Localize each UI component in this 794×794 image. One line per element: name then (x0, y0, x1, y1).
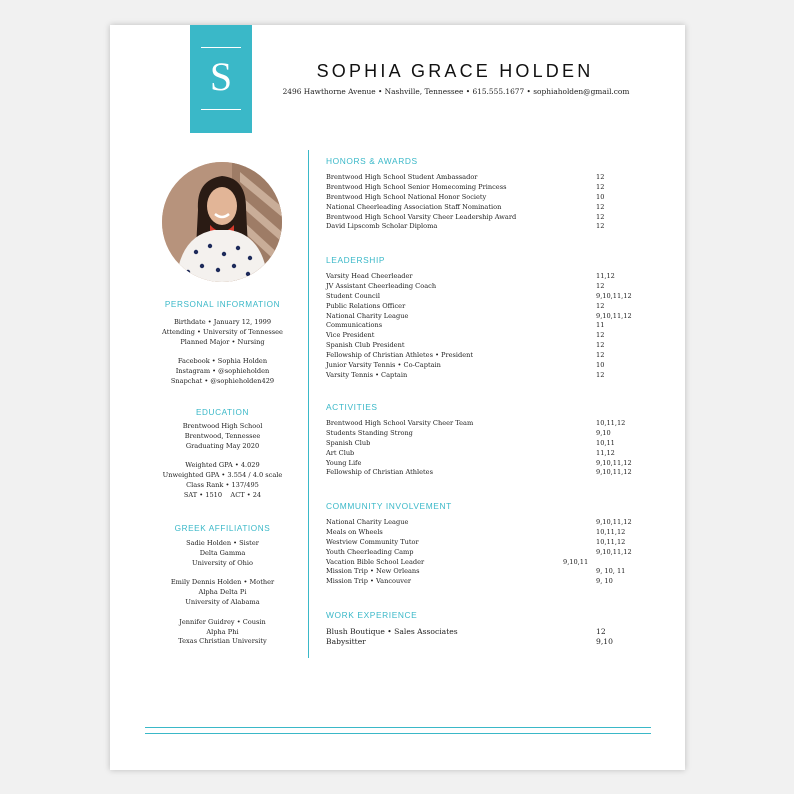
activities-section (326, 402, 656, 478)
entry-years: 9,10,11,12 (596, 458, 632, 467)
entry-name: Meals on Wheels (326, 527, 383, 536)
entry-row (326, 439, 656, 449)
entry-name: Westview Community Tutor (326, 537, 419, 546)
entry-years: 12 (596, 173, 605, 181)
education-line: Weighted GPA • 4.029 (185, 461, 260, 470)
entry-name: National Cheerleading Association Staff Nomination (326, 202, 502, 211)
entry-years: 12 (596, 341, 605, 350)
entry-years: 9,10 (596, 428, 611, 437)
entry-row (326, 213, 656, 223)
community-involvement-section (326, 501, 656, 587)
entry-row (326, 292, 656, 302)
greek-line: Alpha Phi (206, 627, 239, 636)
entry-years: 12 (596, 222, 605, 231)
entry-name: Brentwood High School National Honor Society (326, 192, 487, 201)
entry-row (326, 312, 656, 322)
entry-name: Vice President (326, 331, 375, 340)
monogram-letter: S (209, 54, 233, 99)
entry-name: Communications (326, 321, 383, 330)
greek-line: University of Alabama (185, 597, 260, 606)
entry-row (326, 361, 656, 371)
entry-row (326, 371, 656, 381)
entry-row (326, 341, 656, 351)
entry-row (326, 331, 656, 341)
entry-row (326, 548, 656, 558)
entry-row (326, 468, 656, 478)
entry-name: Babysitter (326, 637, 366, 646)
entry-row (326, 222, 656, 232)
entry-row (326, 567, 656, 577)
entry-years: 10 (596, 192, 605, 201)
entry-row (326, 321, 656, 331)
greek-line: Alpha Delta Pi (198, 588, 247, 597)
entry-name: Youth Cheerleading Camp (326, 547, 414, 556)
entry-years: 9,10,11,12 (596, 468, 632, 477)
entry-row (326, 183, 656, 193)
entry-name: JV Assistant Cheerleading Coach (326, 281, 437, 290)
entry-row (326, 282, 656, 292)
entry-name: National Charity League (326, 518, 409, 526)
entry-name: Brentwood High School Senior Homecoming Princess (326, 182, 507, 191)
entry-years: 10,11 (596, 438, 615, 447)
entry-years: 9, 10 (596, 577, 613, 586)
greek-line: Texas Christian University (178, 637, 267, 646)
education-line: Unweighted GPA • 3.554 / 4.0 scale (162, 471, 283, 480)
section-heading: EDUCATION (195, 408, 249, 417)
resume-page (110, 25, 685, 770)
personal-information-section (150, 300, 295, 387)
entry-years: 9,10,11,12 (596, 547, 632, 556)
entry-row (326, 627, 656, 637)
entry-row (326, 173, 656, 183)
entry-name: Varsity Head Cheerleader (326, 272, 413, 280)
entry-name: Mission Trip • New Orleans (326, 567, 420, 576)
entry-years: 11 (596, 321, 605, 330)
entry-name: Student Council (326, 291, 380, 300)
section-heading: GREEK AFFILIATIONS (174, 524, 271, 533)
candidate-name: SOPHIA GRACE HOLDEN (316, 61, 594, 81)
entry-row (326, 351, 656, 361)
section-heading: HONORS & AWARDS (326, 156, 418, 166)
personal-line: Birthdate • January 12, 1999 (173, 318, 272, 326)
entry-name: Brentwood High School Varsity Cheer Leadership Award (326, 212, 517, 221)
entry-row (326, 577, 656, 587)
education-section (150, 408, 295, 501)
entry-name: Brentwood High School Student Ambassador (326, 173, 478, 181)
greek-line: Emily Dennis Holden • Mother (170, 578, 275, 587)
entry-name: Young Life (326, 458, 362, 467)
entry-years: 12 (596, 212, 605, 221)
monogram-block (190, 25, 252, 133)
entry-years: 12 (596, 202, 605, 211)
personal-line: Planned Major • Nursing (180, 337, 265, 346)
section-heading: ACTIVITIES (326, 402, 378, 412)
entry-name: National Charity League (326, 311, 409, 320)
social-line: Instagram • @sophieholden (175, 367, 270, 376)
entry-row (326, 449, 656, 459)
greek-line: Jennifer Guidrey • Cousin (179, 617, 266, 626)
entry-years: 11,12 (596, 448, 615, 457)
education-line: Brentwood, Tennessee (184, 431, 261, 440)
entry-name: Students Standing Strong (326, 428, 413, 437)
entry-name: Fellowship of Christian Athletes (326, 468, 433, 477)
profile-photo (162, 162, 282, 282)
section-heading: LEADERSHIP (326, 255, 386, 265)
greek-line: University of Ohio (192, 558, 253, 567)
entry-years: 10 (596, 361, 605, 370)
entry-row (326, 459, 656, 469)
entry-years: 12 (596, 331, 605, 340)
entry-row (326, 302, 656, 312)
entry-name: David Lipscomb Scholar Diploma (326, 222, 438, 231)
section-heading: WORK EXPERIENCE (326, 610, 418, 620)
entry-row (326, 193, 656, 203)
entry-years: 11,12 (596, 272, 615, 280)
education-line: Brentwood High School (182, 422, 263, 430)
entry-years: 9,10,11 (563, 557, 589, 566)
entry-row (326, 558, 656, 568)
entry-years: 12 (596, 182, 605, 191)
greek-line: Sadie Holden • Sister (186, 539, 259, 547)
entry-name: Spanish Club (326, 438, 371, 447)
column-divider (308, 150, 309, 658)
monogram-bottom-rule (201, 109, 241, 110)
entry-years: 12 (596, 627, 606, 636)
entry-years: 12 (596, 351, 605, 360)
entry-years: 10,11,12 (596, 537, 626, 546)
entry-row (326, 637, 656, 647)
education-line: Class Rank • 137/495 (186, 480, 259, 489)
social-line: Facebook • Sophia Holden (177, 357, 268, 366)
footer-rule-bottom (145, 733, 651, 734)
entry-name: Blush Boutique • Sales Associates (326, 627, 458, 636)
personal-line: Attending • University of Tennessee (162, 327, 283, 336)
entry-row (326, 518, 656, 528)
entry-years: 9,10 (596, 637, 613, 646)
honors-awards-section (326, 156, 656, 232)
work-experience-section (326, 610, 656, 647)
entry-name: Vacation Bible School Leader (326, 557, 425, 566)
entry-name: Varsity Tennis • Captain (326, 370, 408, 379)
education-line: Graduating May 2020 (185, 441, 260, 450)
entry-name: Public Relations Officer (326, 301, 406, 310)
footer-rule-top (145, 727, 651, 728)
entry-row (326, 528, 656, 538)
entry-name: Art Club (326, 448, 355, 457)
entry-row (326, 203, 656, 213)
education-line: SAT • 1510 ACT • 24 (183, 490, 262, 499)
entry-row (326, 272, 656, 282)
entry-years: 12 (596, 301, 605, 310)
section-heading: COMMUNITY INVOLVEMENT (326, 501, 452, 511)
monogram-top-rule (201, 47, 241, 48)
entry-row (326, 538, 656, 548)
entry-years: 9, 10, 11 (596, 567, 626, 576)
social-line: Snapchat • @sophieholden429 (170, 376, 275, 385)
entry-years: 10,11,12 (596, 527, 626, 536)
profile-photo-illustration (162, 162, 282, 282)
entry-years: 12 (596, 281, 605, 290)
entry-years: 10,11,12 (596, 419, 626, 427)
greek-affiliations-section (150, 524, 295, 647)
entry-name: Brentwood High School Varsity Cheer Team (326, 419, 474, 427)
entry-name: Junior Varsity Tennis • Co-Captain (326, 361, 441, 370)
leadership-section (326, 255, 656, 381)
contact-line: 2496 Hawthorne Avenue • Nashville, Tennessee • 615.555.1677 • sophiaholden@gmail.com (282, 87, 630, 96)
entry-years: 9,10,11,12 (596, 291, 632, 300)
entry-name: Spanish Club President (326, 341, 405, 350)
entry-name: Mission Trip • Vancouver (326, 577, 412, 586)
entry-years: 9,10,11,12 (596, 518, 632, 526)
section-heading: PERSONAL INFORMATION (164, 300, 281, 309)
entry-name: Fellowship of Christian Athletes • President (326, 351, 474, 360)
entry-years: 9,10,11,12 (596, 311, 632, 320)
greek-line: Delta Gamma (199, 548, 246, 557)
entry-row (326, 429, 656, 439)
entry-years: 12 (596, 370, 605, 379)
entry-row (326, 419, 656, 429)
